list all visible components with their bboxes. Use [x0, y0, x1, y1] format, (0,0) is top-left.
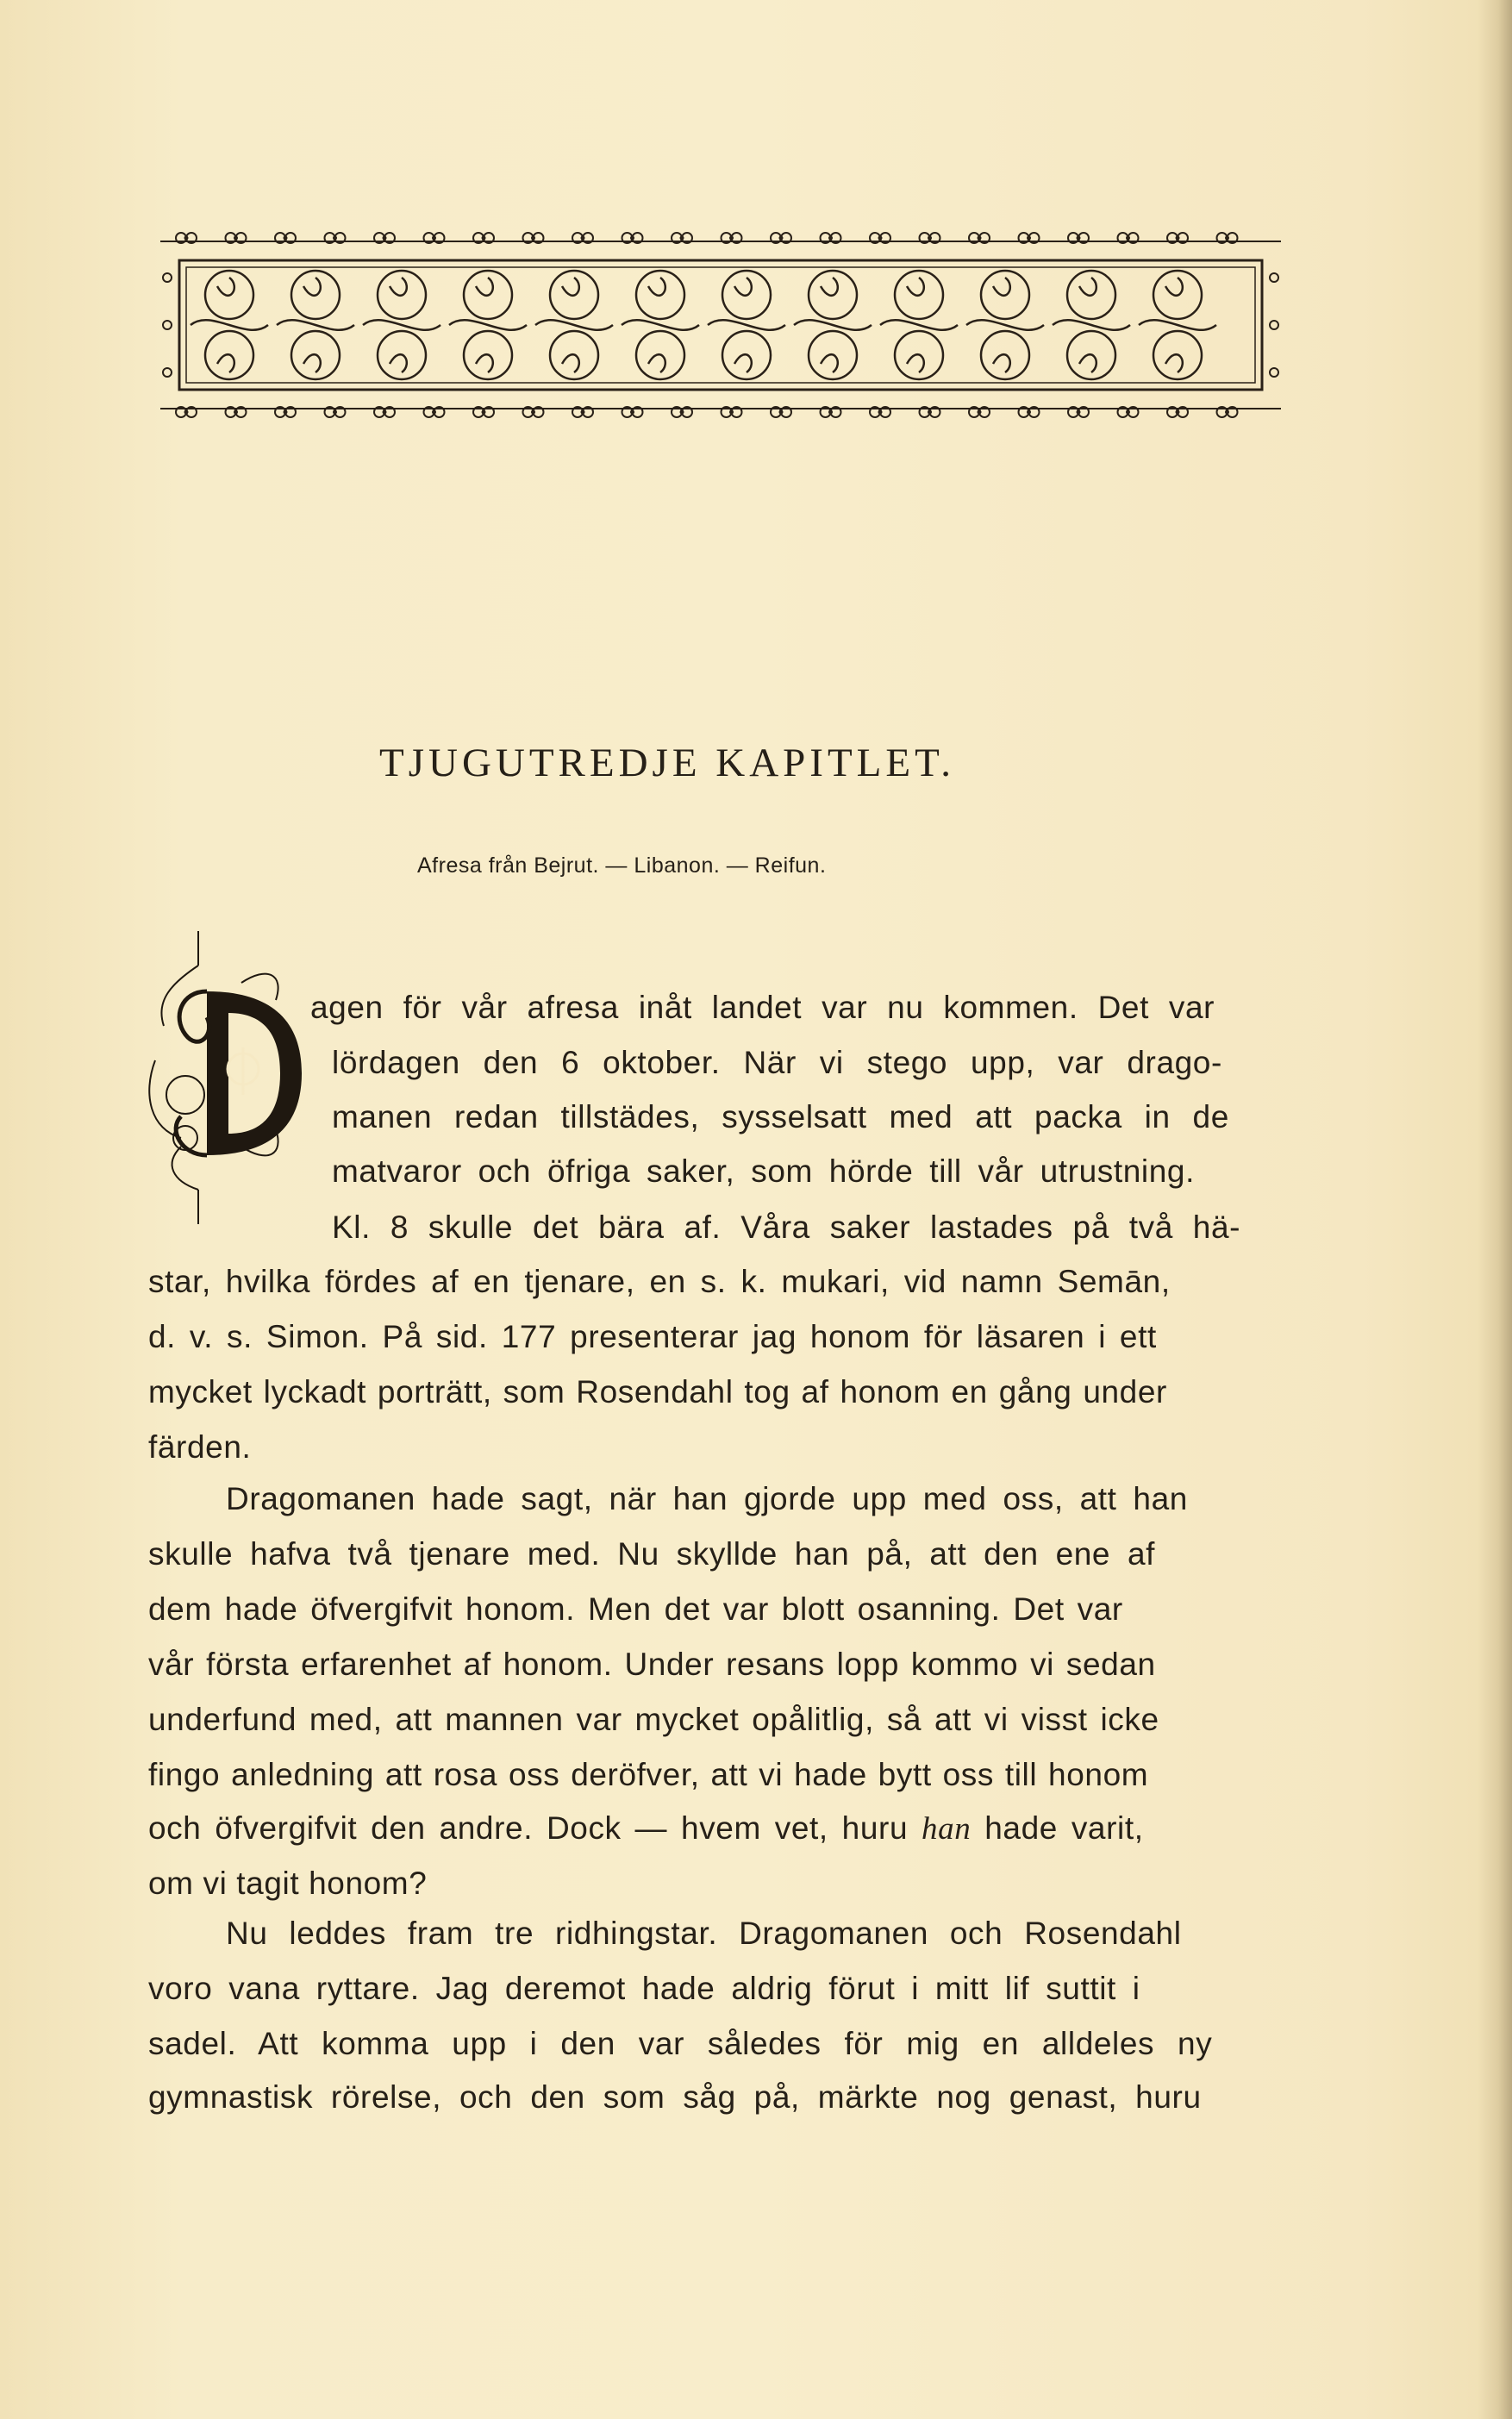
text-line-9: färden. — [148, 1429, 252, 1465]
text-line-16 — [148, 1810, 1144, 1847]
text-line-4: matvaror och öfriga saker, som hörde till vår utrustning. — [332, 1153, 1195, 1189]
text-line-13: vår första erfarenhet af honom. Under resans lopp kommo vi sedan — [148, 1647, 1156, 1682]
decorated-initial-d — [147, 931, 319, 1224]
text-line-5: Kl. 8 skulle det bära af. Våra saker lastades på två hä- — [332, 1210, 1241, 1245]
text-line-1: agen för vår afresa inåt landet var nu kommen. Det var — [310, 990, 1215, 1025]
text-line-16-after: hade varit, — [971, 1810, 1144, 1846]
text-line-17: om vi tagit honom? — [148, 1866, 428, 1901]
text-line-6: star, hvilka fördes af en tjenare, en s. k. mukari, vid namn Semān, — [148, 1264, 1171, 1299]
text-line-19: voro vana ryttare. Jag deremot hade aldrig förut i mitt lif suttit i — [148, 1971, 1140, 2006]
text-line-20: sadel. Att komma upp i den var således för mig en alldeles ny — [148, 2026, 1213, 2061]
text-line-11: skulle hafva två tjenare med. Nu skyllde han på, att den ene af — [148, 1536, 1156, 1572]
text-line-12: dem hade öfvergifvit honom. Men det var blott osanning. Det var — [148, 1591, 1123, 1627]
chapter-subtitle: Afresa från Bejrut. — Libanon. — Reifun. — [417, 853, 827, 878]
emphasis-han: han — [922, 1811, 972, 1847]
text-line-14: underfund med, att mannen var mycket opålitlig, så att vi visst icke — [148, 1702, 1159, 1737]
text-line-3: manen redan tillstädes, sysselsatt med att packa in de — [332, 1099, 1229, 1134]
text-line-18: Nu leddes fram tre ridhingstar. Dragomanen och Rosendahl — [226, 1916, 1182, 1951]
text-line-10: Dragomanen hade sagt, när han gjorde upp med oss, att han — [226, 1481, 1188, 1516]
text-line-15: fingo anledning att rosa oss deröfver, att vi hade bytt oss till honom — [148, 1757, 1149, 1792]
text-line-2: lördagen den 6 oktober. När vi stego upp, var drago- — [332, 1045, 1222, 1080]
text-line-8: mycket lyckadt porträtt, som Rosendahl tog af honom en gång under — [148, 1374, 1167, 1410]
text-line-7: d. v. s. Simon. På sid. 177 presenterar jag honom för läsaren i ett — [148, 1319, 1157, 1354]
text-line-16-before: och öfvergifvit den andre. Dock — hvem vet, huru — [148, 1810, 922, 1846]
chapter-title: TJUGUTREDJE KAPITLET. — [379, 741, 956, 785]
headpiece-ornament — [160, 226, 1281, 424]
page-edge-shadow — [1478, 0, 1512, 2419]
text-line-21: gymnastisk rörelse, och den som såg på, märkte nog genast, huru — [148, 2079, 1202, 2115]
